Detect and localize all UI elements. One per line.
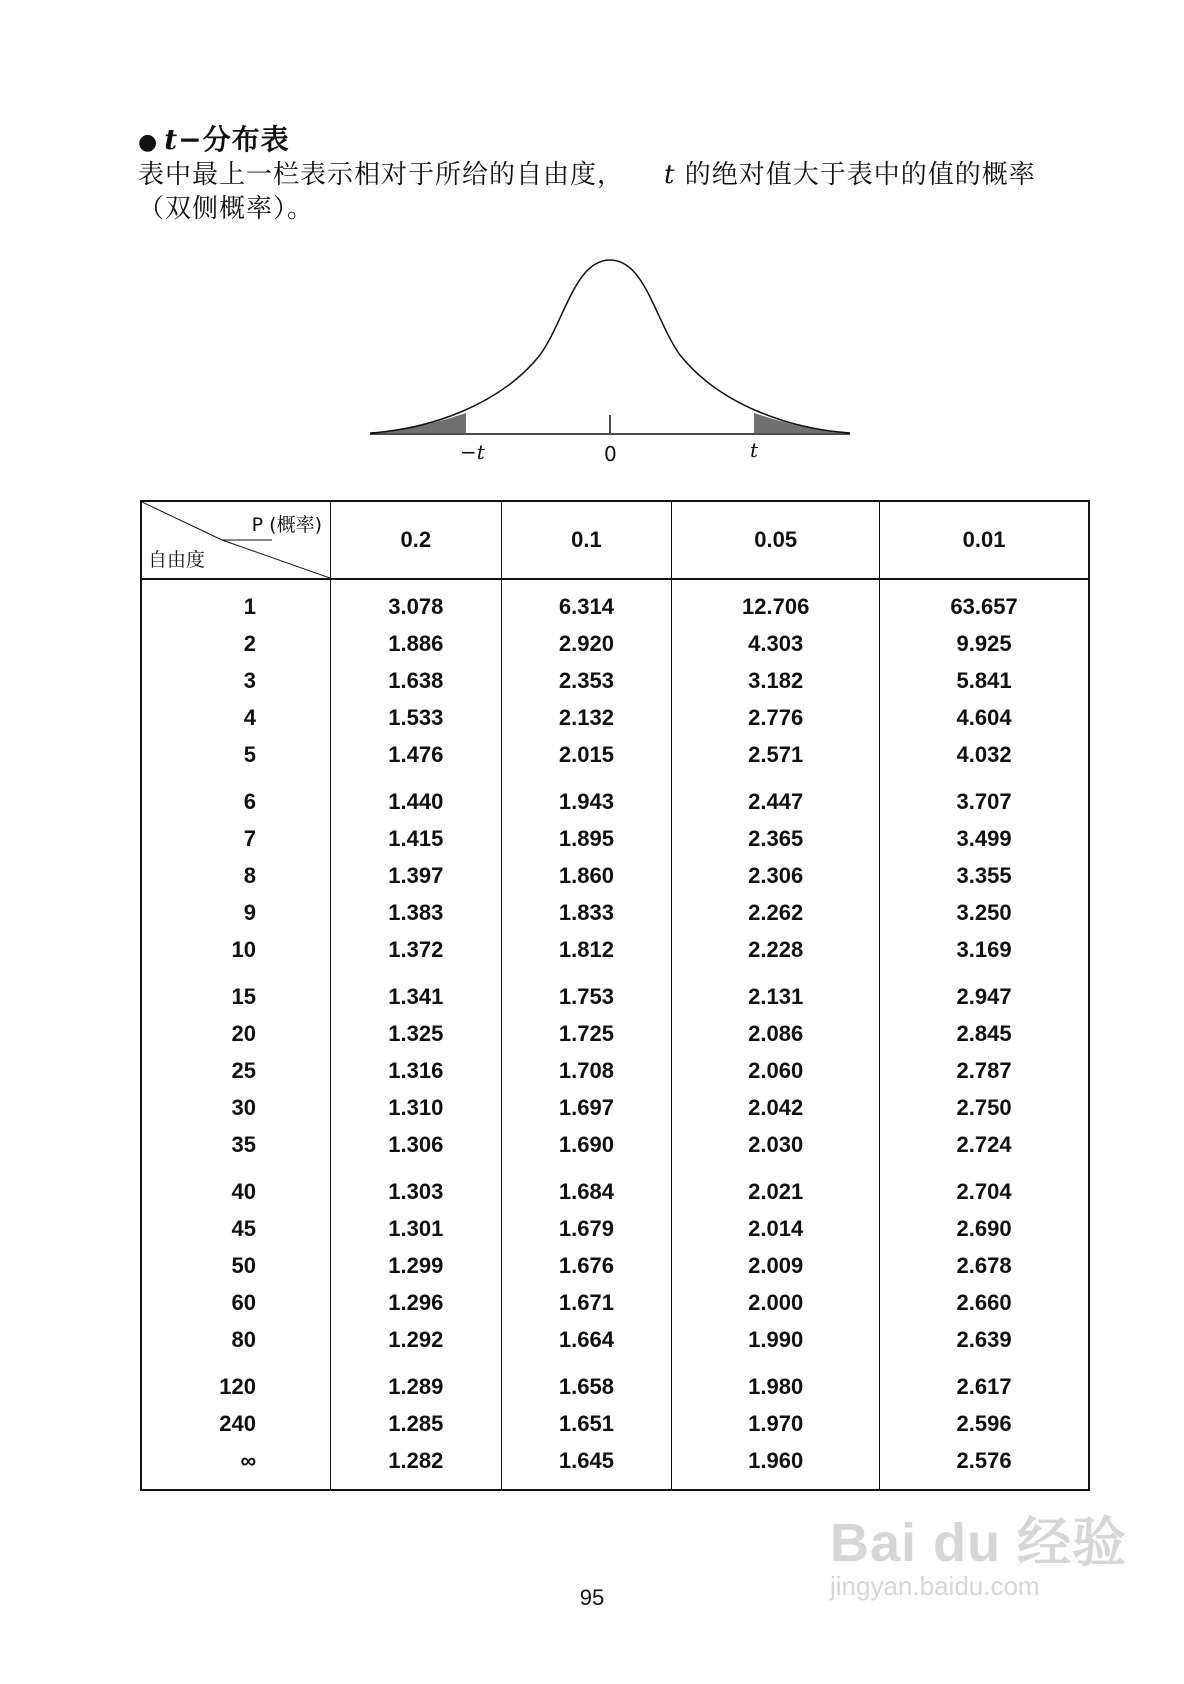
value-cell: 1.476: [331, 736, 502, 773]
table-row: [141, 1247, 1089, 1284]
value-cell: 12.706: [672, 579, 880, 625]
value-cell: 1.533: [331, 699, 502, 736]
value-cell: 1.415: [331, 820, 502, 857]
table-row: [141, 1163, 1089, 1210]
description-line1-b: 的绝对值大于表中的值的概率: [684, 160, 1036, 190]
value-cell: 2.920: [501, 625, 672, 662]
value-cell: 1.289: [331, 1358, 502, 1405]
value-cell: 2.015: [501, 736, 672, 773]
df-cell: 60: [141, 1284, 331, 1321]
df-cell: 10: [141, 931, 331, 968]
column-header: 0.01: [880, 501, 1089, 579]
label-t: t: [750, 438, 759, 462]
value-cell: 1.651: [501, 1405, 672, 1442]
value-cell: 2.776: [672, 699, 880, 736]
table-row: [141, 579, 1089, 625]
table-row: [141, 1284, 1089, 1321]
table-row: [141, 1405, 1089, 1442]
value-cell: 2.086: [672, 1015, 880, 1052]
value-cell: 2.639: [956, 1326, 1012, 1352]
value-cell: 4.303: [672, 625, 880, 662]
value-cell: 2.845: [956, 1020, 1012, 1046]
table-row: [141, 1089, 1089, 1126]
table-row: [141, 662, 1089, 699]
value-cell: 2.030: [672, 1126, 880, 1163]
heading-t-symbol: t: [164, 123, 179, 156]
bullet-icon: ●: [138, 130, 159, 155]
value-cell: 1.943: [501, 773, 672, 820]
df-cell: 9: [141, 894, 331, 931]
value-cell: 2.750: [956, 1094, 1012, 1120]
df-cell: 7: [141, 820, 331, 857]
df-cell: 20: [141, 1015, 331, 1052]
density-curve: [370, 260, 850, 433]
value-cell: 1.886: [331, 625, 502, 662]
value-cell: 1.397: [331, 857, 502, 894]
df-cell: 3: [141, 662, 331, 699]
value-cell: 4.032: [956, 741, 1012, 767]
value-cell: 2.132: [501, 699, 672, 736]
corner-cell: [141, 501, 331, 579]
table-row: [141, 1015, 1089, 1052]
value-cell: 1.676: [501, 1247, 672, 1284]
watermark: [830, 1500, 1127, 1602]
page-number: 95: [579, 1585, 605, 1610]
df-cell: 240: [141, 1405, 331, 1442]
value-cell: 3.182: [672, 662, 880, 699]
value-cell: 1.658: [501, 1358, 672, 1405]
value-cell: 1.833: [501, 894, 672, 931]
watermark-sub: jingyan.baidu.com: [830, 1571, 1040, 1601]
value-cell: 1.664: [501, 1321, 672, 1358]
value-cell: 1.372: [331, 931, 502, 968]
df-cell: 80: [141, 1321, 331, 1358]
value-cell: 4.604: [956, 704, 1012, 730]
value-cell: 1.645: [501, 1442, 672, 1490]
corner-p-label: P (概率): [251, 514, 322, 536]
value-cell: 2.365: [672, 820, 880, 857]
value-cell: 1.970: [672, 1405, 880, 1442]
value-cell: 2.704: [956, 1178, 1012, 1204]
table-row: [141, 736, 1089, 773]
value-cell: 2.690: [956, 1215, 1012, 1241]
value-cell: 3.499: [956, 825, 1012, 851]
table-row: [141, 1210, 1089, 1247]
value-cell: 2.000: [672, 1284, 880, 1321]
description-t-symbol: t: [664, 160, 676, 190]
df-cell: 50: [141, 1247, 331, 1284]
value-cell: 1.895: [501, 820, 672, 857]
value-cell: 1.990: [672, 1321, 880, 1358]
value-cell: 2.617: [956, 1373, 1012, 1399]
value-cell: 1.282: [331, 1442, 502, 1490]
value-cell: 1.341: [331, 968, 502, 1015]
column-header: 0.05: [672, 501, 880, 579]
value-cell: 2.447: [672, 773, 880, 820]
value-cell: 2.787: [956, 1057, 1012, 1083]
header-row: [141, 501, 1089, 579]
t-distribution-table: [140, 500, 1090, 1491]
value-cell: 2.306: [672, 857, 880, 894]
value-cell: 1.292: [331, 1321, 502, 1358]
value-cell: 2.060: [672, 1052, 880, 1089]
value-cell: 3.169: [956, 936, 1012, 962]
value-cell: 1.960: [672, 1442, 880, 1490]
value-cell: 2.014: [672, 1210, 880, 1247]
description: [138, 158, 1098, 226]
df-cell: 120: [141, 1358, 331, 1405]
df-cell: 40: [141, 1163, 331, 1210]
df-cell: 30: [141, 1089, 331, 1126]
heading-title: −分布表: [178, 123, 290, 156]
value-cell: 1.440: [331, 773, 502, 820]
value-cell: 6.314: [501, 579, 672, 625]
value-cell: 1.860: [501, 857, 672, 894]
value-cell: 63.657: [950, 593, 1018, 619]
value-cell: 2.228: [672, 931, 880, 968]
table-row: [141, 857, 1089, 894]
value-cell: 1.684: [501, 1163, 672, 1210]
df-cell: 1: [141, 579, 331, 625]
table-row: [141, 1126, 1089, 1163]
df-cell: 15: [141, 968, 331, 1015]
df-cell: 2: [141, 625, 331, 662]
value-cell: 2.678: [956, 1252, 1012, 1278]
value-cell: 2.571: [672, 736, 880, 773]
corner-df-label: 自由度: [148, 549, 206, 571]
value-cell: 3.078: [331, 579, 502, 625]
df-cell: ∞: [141, 1442, 331, 1490]
df-cell: 8: [141, 857, 331, 894]
table-row: [141, 1321, 1089, 1358]
df-cell: 5: [141, 736, 331, 773]
table-row: [141, 820, 1089, 857]
label-neg-t: −t: [460, 440, 485, 464]
table-row: [141, 1358, 1089, 1405]
df-cell: 6: [141, 773, 331, 820]
value-cell: 1.753: [501, 968, 672, 1015]
description-line1-a: 表中最上一栏表示相对于所给的自由度，: [138, 160, 625, 190]
value-cell: 1.310: [331, 1089, 502, 1126]
value-cell: 1.306: [331, 1126, 502, 1163]
value-cell: 1.299: [331, 1247, 502, 1284]
value-cell: 2.576: [956, 1447, 1012, 1473]
value-cell: 3.355: [956, 862, 1012, 888]
value-cell: 1.708: [501, 1052, 672, 1089]
table-row: [141, 1442, 1089, 1490]
value-cell: 1.690: [501, 1126, 672, 1163]
value-cell: 5.841: [956, 667, 1012, 693]
df-cell: 4: [141, 699, 331, 736]
value-cell: 3.707: [956, 788, 1012, 814]
description-line2: （双侧概率）。: [138, 194, 315, 224]
value-cell: 2.353: [501, 662, 672, 699]
value-cell: 2.262: [672, 894, 880, 931]
watermark-main: Bai du 经验: [830, 1513, 1128, 1573]
value-cell: 2.724: [956, 1131, 1012, 1157]
value-cell: 1.980: [672, 1358, 880, 1405]
value-cell: 1.671: [501, 1284, 672, 1321]
value-cell: 1.679: [501, 1210, 672, 1247]
label-zero: 0: [604, 442, 617, 466]
df-cell: 45: [141, 1210, 331, 1247]
value-cell: 1.296: [331, 1284, 502, 1321]
value-cell: 1.812: [501, 931, 672, 968]
value-cell: 1.303: [331, 1163, 502, 1210]
df-cell: 35: [141, 1126, 331, 1163]
value-cell: 2.947: [956, 983, 1012, 1009]
value-cell: 2.660: [956, 1289, 1012, 1315]
table-row: [141, 625, 1089, 662]
table-row: [141, 931, 1089, 968]
value-cell: 2.021: [672, 1163, 880, 1210]
table-row: [141, 894, 1089, 931]
value-cell: 1.725: [501, 1015, 672, 1052]
table-row: [141, 1052, 1089, 1089]
value-cell: 2.131: [672, 968, 880, 1015]
table-body: [141, 579, 1089, 1490]
table-row: [141, 968, 1089, 1015]
value-cell: 9.925: [956, 630, 1012, 656]
column-header: 0.2: [331, 501, 502, 579]
table-row: [141, 699, 1089, 736]
value-cell: 1.697: [501, 1089, 672, 1126]
df-cell: 25: [141, 1052, 331, 1089]
value-cell: 1.301: [331, 1210, 502, 1247]
value-cell: 1.638: [331, 662, 502, 699]
value-cell: 3.250: [956, 899, 1012, 925]
value-cell: 1.316: [331, 1052, 502, 1089]
t-distribution-curve: [370, 255, 850, 450]
section-heading: [138, 118, 290, 158]
table-row: [141, 773, 1089, 820]
value-cell: 1.285: [331, 1405, 502, 1442]
value-cell: 2.596: [956, 1410, 1012, 1436]
value-cell: 1.325: [331, 1015, 502, 1052]
value-cell: 1.383: [331, 894, 502, 931]
value-cell: 2.009: [672, 1247, 880, 1284]
column-header: 0.1: [501, 501, 672, 579]
value-cell: 2.042: [672, 1089, 880, 1126]
